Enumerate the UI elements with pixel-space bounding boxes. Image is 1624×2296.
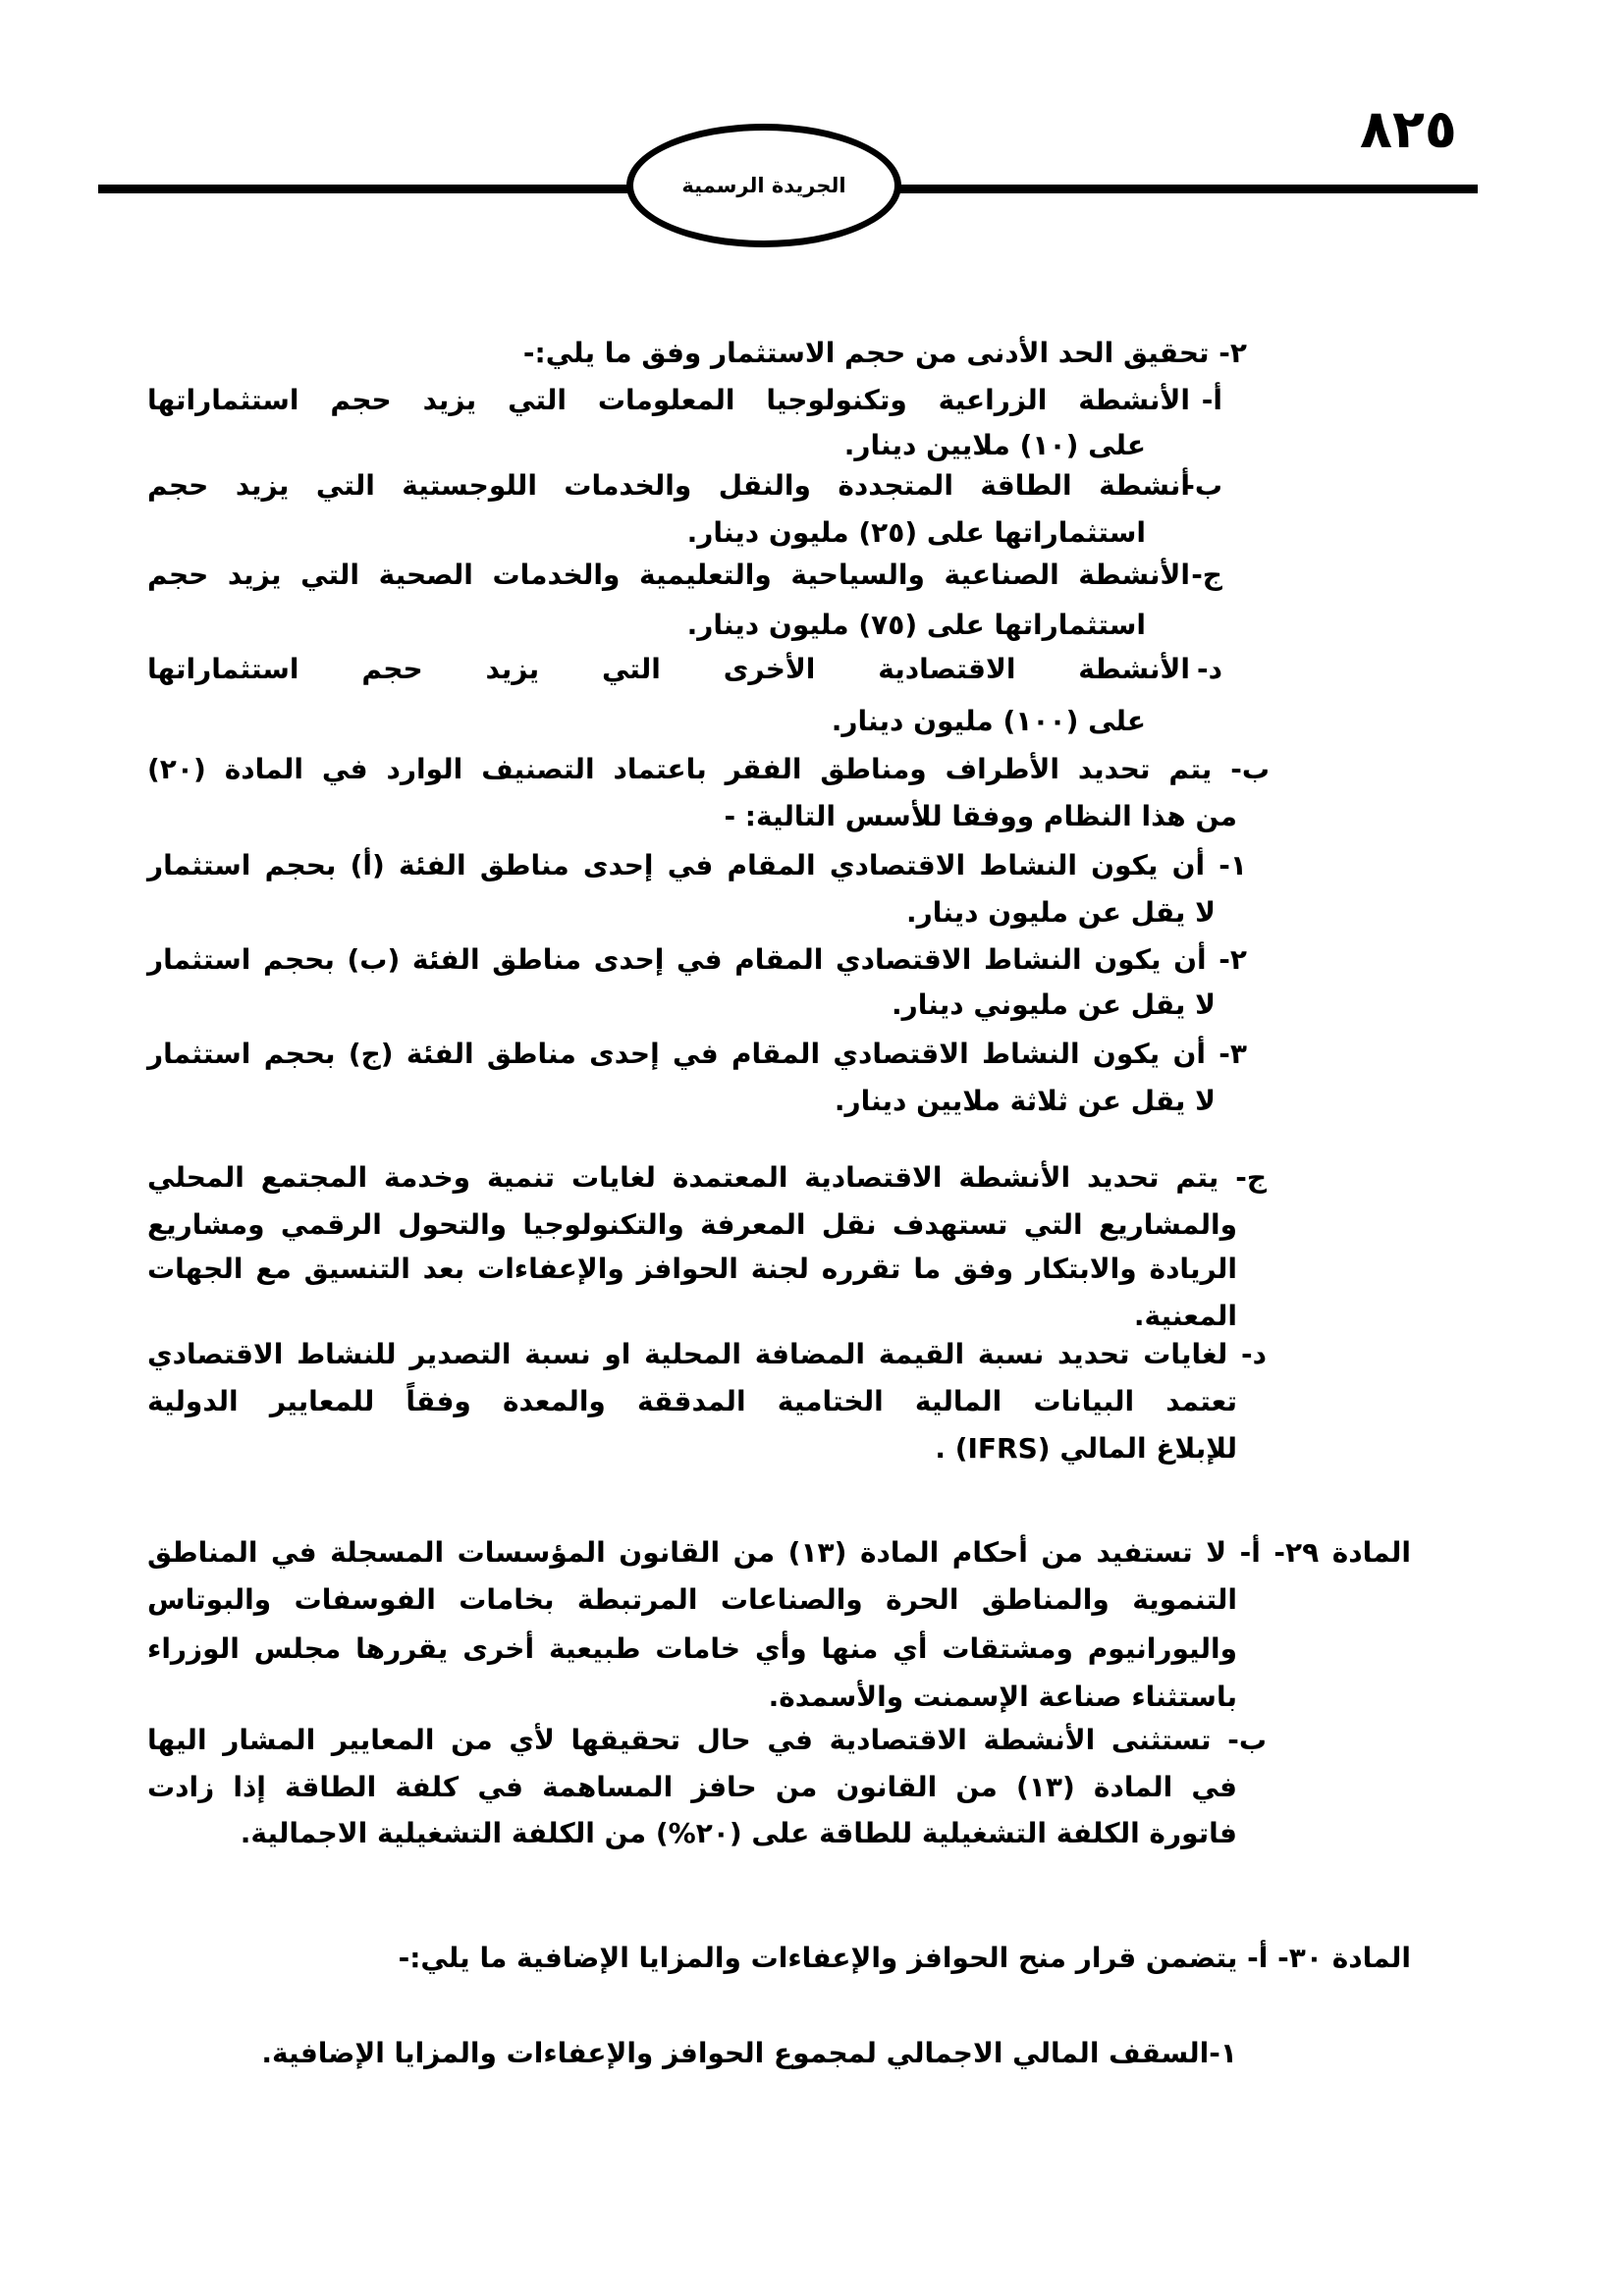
paragraph-line: ج- يتم تحديد الأنشطة الاقتصادية المعتمدة لغايات تنمية وخدمة المجتمع المحلي	[147, 1161, 1267, 1194]
paragraph-line: د- لغايات تحديد نسبة القيمة المضافة المحلية او نسبة التصدير للنشاط الاقتصادي	[147, 1338, 1267, 1370]
item-line: الأنشطة الاقتصادية الأخرى التي يزيد حجم استثماراتها	[147, 653, 1190, 685]
item-line: الأنشطة الصناعية والسياحية والتعليمية والخدمات الصحية التي يزيد حجم	[147, 559, 1190, 591]
article-29-line: المادة ٢٩- أ- لا تستفيد من أحكام المادة (١٣) من القانون المؤسسات المسجلة في المناطق	[147, 1536, 1411, 1569]
paragraph-line: المعنية.	[1133, 1300, 1237, 1332]
paragraph-line: من هذا النظام ووفقا للأسس التالية: -	[724, 800, 1237, 832]
item-label: ب-	[1183, 469, 1222, 502]
paragraph-line: الريادة والابتكار وفق ما تقرره لجنة الحوافز والإعفاءات بعد التنسيق مع الجهات	[147, 1253, 1237, 1285]
item-label: د-	[1197, 653, 1222, 685]
list-item-line: لا يقل عن مليون دينار.	[905, 896, 1216, 929]
article-29-line: التنموية والمناطق الحرة والصناعات المرتبطة بخامات الفوسفات والبوتاس	[147, 1583, 1237, 1616]
article-29-line: في المادة (١٣) من القانون من حافز المساهمة في كلفة الطاقة إذا زادت	[147, 1771, 1237, 1803]
paragraph-line: والمشاريع التي تستهدف نقل المعرفة والتكنولوجيا والتحول الرقمي ومشاريع	[147, 1208, 1237, 1241]
gazette-title: الجريدة الرسمية	[681, 174, 846, 197]
article-29-line: واليورانيوم ومشتقات أي منها وأي خامات طبيعية أخرى يقررها مجلس الوزراء	[147, 1632, 1237, 1665]
article-29-line: فاتورة الكلفة التشغيلية للطاقة على (٢٠%) من الكلفة التشغيلية الاجمالية.	[240, 1817, 1237, 1849]
page-number: ٨٢٥	[1360, 98, 1457, 160]
item-label: أ-	[1201, 384, 1222, 416]
article-30-heading: المادة ٣٠- أ- يتضمن قرار منح الحوافز والإعفاءات والمزايا الإضافية ما يلي:-	[398, 1942, 1411, 1974]
paragraph-line: للإبلاغ المالي (IFRS) .	[935, 1432, 1237, 1465]
article-29-line: ب- تستثنى الأنشطة الاقتصادية في حال تحقيقها لأي من المعايير المشار اليها	[147, 1724, 1267, 1756]
list-item-line: لا يقل عن مليوني دينار.	[892, 988, 1216, 1021]
section-heading: ٢- تحقيق الحد الأدنى من حجم الاستثمار وفق ما يلي:-	[522, 337, 1247, 369]
list-item-line: ٢- أن يكون النشاط الاقتصادي المقام في إحدى مناطق الفئة (ب) بحجم استثمار	[147, 943, 1247, 976]
item-label: ج-	[1191, 559, 1222, 591]
item-line: الأنشطة الزراعية وتكنولوجيا المعلومات التي يزيد حجم استثماراتها	[147, 384, 1190, 416]
list-item-line: ٣- أن يكون النشاط الاقتصادي المقام في إحدى مناطق الفئة (ج) بحجم استثمار	[147, 1038, 1247, 1070]
list-item-line: ١- أن يكون النشاط الاقتصادي المقام في إحدى مناطق الفئة (أ) بحجم استثمار	[147, 849, 1247, 881]
paragraph-line: ب- يتم تحديد الأطراف ومناطق الفقر باعتماد التصنيف الوارد في المادة (٢٠)	[147, 753, 1270, 785]
gazette-title-ellipse	[626, 124, 901, 247]
article-29-line: باستثناء صناعة الإسمنت والأسمدة.	[768, 1681, 1237, 1713]
item-line: استثماراتها على (٢٥) مليون دينار.	[686, 516, 1146, 549]
list-item-line: لا يقل عن ثلاثة ملايين دينار.	[834, 1085, 1216, 1117]
item-line: أنشطة الطاقة المتجددة والنقل والخدمات اللوجستية التي يزيد حجم	[147, 469, 1190, 502]
item-line: على (١٠٠) مليون دينار.	[831, 705, 1146, 737]
item-line: استثماراتها على (٧٥) مليون دينار.	[686, 609, 1146, 641]
paragraph-line: تعتمد البيانات المالية الختامية المدققة والمعدة وفقاً للمعايير الدولية	[147, 1385, 1237, 1417]
item-line: على (١٠) ملايين دينار.	[843, 429, 1146, 461]
article-30-item: ١-السقف المالي الاجمالي لمجموع الحوافز والإعفاءات والمزايا الإضافية.	[261, 2037, 1237, 2069]
